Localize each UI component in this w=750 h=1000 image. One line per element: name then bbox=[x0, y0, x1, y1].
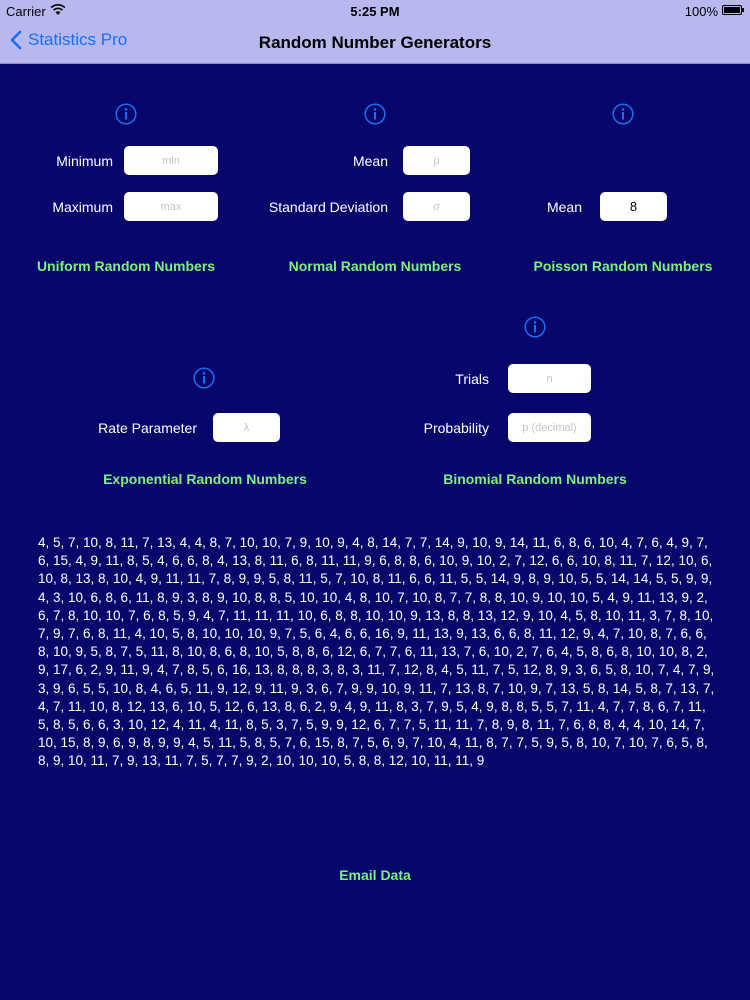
standard-deviation-label: Standard Deviation bbox=[268, 199, 388, 215]
uniform-maximum-input[interactable] bbox=[124, 192, 218, 221]
uniform-minimum-label: Minimum bbox=[56, 153, 113, 169]
normal-random-numbers-button[interactable]: Normal Random Numbers bbox=[288, 258, 462, 274]
uniform-random-numbers-button[interactable]: Uniform Random Numbers bbox=[36, 258, 216, 274]
carrier-label: Carrier bbox=[6, 4, 46, 19]
poisson-random-numbers-button[interactable]: Poisson Random Numbers bbox=[533, 258, 713, 274]
standard-deviation-input[interactable] bbox=[403, 192, 470, 221]
poisson-mean-label: Mean bbox=[546, 199, 582, 215]
normal-mean-label: Mean bbox=[352, 153, 388, 169]
random-numbers-output: 4, 5, 7, 10, 8, 11, 7, 13, 4, 4, 8, 7, 10, 10, 7, 9, 10, 9, 4, 8, 14, 7, 7, 14, 9, 10, 9, 14, 11, 6, 8, 6, 10, 4, 7, 6, 4, 9, 7, 6, 15, 4, 9, 11, 8, 5, 4, 6, 6, 8, 4, 13, 8, 11, 6, 8, 11, 11, 9, 6, 8, 8, 6, 10, 9, 10, 2, 7, 12, 6, 6, 10, 8, 11, 7, 12, 10, 6, 10, 8, 13, 8, 10, 4, 9, 11, 11, 7, 8, 9, 9, 5, 8, 11, 5, 7, 10, 8, 11, 6, 6, 11, 5, 5, 14, 9, 8, 9, 10, 5, 5, 14, 14, 5, 5, 9, 9, 4, 3, 10, 6, 8, 6, 11, 8, 9, 3, 8, 9, 10, 8, 8, 5, 10, 10, 4, 8, 10, 7, 10, 8, 7, 7, 8, 8, 10, 9, 10, 10, 5, 4, 9, 11, 13, 9, 2, 6, 7, 8, 10, 10, 7, 6, 8, 5, 9, 4, 7, 11, 11, 11, 10, 6, 8, 8, 10, 10, 9, 13, 8, 8, 13, 12, 9, 10, 4, 5, 8, 10, 11, 3, 7, 8, 10, 7, 9, 7, 6, 8, 11, 4, 10, 5, 8, 10, 10, 10, 9, 7, 5, 6, 4, 6, 6, 16, 9, 11, 13, 9, 13, 6, 6, 8, 11, 12, 9, 4, 7, 10, 8, 7, 6, 6, 8, 10, 9, 5, 8, 7, 5, 11, 8, 10, 8, 6, 8, 10, 5, 8, 8, 6, 12, 6, 7, 7, 6, 11, 13, 7, 6, 10, 2, 7, 6, 4, 5, 8, 6, 8, 10, 10, 8, 2, 9, 17, 6, 2, 9, 11, 9, 4, 7, 8, 5, 6, 16, 13, 8, 8, 8, 3, 8, 3, 11, 7, 12, 8, 4, 5, 11, 7, 5, 12, 8, 9, 3, 6, 5, 8, 10, 7, 4, 7, 9, 3, 9, 6, 5, 5, 10, 8, 4, 6, 5, 11, 9, 12, 9, 11, 9, 3, 6, 7, 9, 9, 10, 9, 11, 7, 13, 8, 7, 10, 9, 7, 13, 5, 8, 14, 5, 8, 7, 13, 7, 4, 7, 11, 10, 8, 12, 13, 6, 10, 5, 12, 6, 13, 8, 6, 2, 9, 4, 9, 11, 8, 3, 7, 9, 5, 4, 9, 8, 8, 5, 5, 7, 11, 4, 7, 7, 8, 6, 7, 11, 5, 8, 5, 6, 6, 3, 10, 12, 4, 11, 4, 11, 8, 5, 3, 7, 5, 9, 9, 12, 6, 7, 7, 5, 11, 11, 7, 8, 9, 8, 11, 7, 6, 8, 8, 4, 4, 10, 14, 7, 10, 15, 8, 9, 6, 9, 8, 9, 9, 4, 5, 11, 5, 8, 5, 7, 6, 15, 8, 7, 5, 6, 9, 7, 10, 4, 11, 8, 7, 7, 5, 9, 5, 8, 10, 7, 10, 7, 6, 5, 8, 8, 9, 10, 11, 7, 9, 13, 11, 7, 5, 7, 7, 9, 2, 10, 10, 10, 5, 8, 8, 12, 10, 11, 11, 9 bbox=[38, 535, 715, 769]
back-label: Statistics Pro bbox=[28, 30, 128, 49]
exponential-random-numbers-button[interactable]: Exponential Random Numbers bbox=[103, 471, 307, 487]
trials-label: Trials bbox=[455, 371, 489, 387]
uniform-minimum-input[interactable] bbox=[124, 146, 218, 175]
navigation-bar bbox=[0, 22, 750, 64]
battery-icon bbox=[722, 5, 742, 15]
status-bar bbox=[0, 0, 750, 22]
normal-info-icon[interactable] bbox=[364, 103, 386, 125]
exponential-info-icon[interactable] bbox=[193, 367, 215, 389]
email-data-button[interactable]: Email Data bbox=[339, 867, 411, 883]
battery-percent: 100% bbox=[684, 4, 718, 19]
probability-input[interactable] bbox=[508, 413, 591, 442]
binomial-random-numbers-button[interactable]: Binomial Random Numbers bbox=[443, 471, 627, 487]
poisson-mean-input[interactable] bbox=[600, 192, 667, 221]
rate-parameter-label: Rate Parameter bbox=[98, 420, 197, 436]
probability-label: Probability bbox=[423, 420, 489, 436]
uniform-info-icon[interactable] bbox=[115, 103, 137, 125]
uniform-maximum-label: Maximum bbox=[52, 199, 113, 215]
binomial-info-icon[interactable] bbox=[524, 316, 546, 338]
rate-parameter-input[interactable] bbox=[213, 413, 280, 442]
page-title: Random Number Generators bbox=[258, 33, 492, 52]
trials-input[interactable] bbox=[508, 364, 591, 393]
poisson-info-icon[interactable] bbox=[612, 103, 634, 125]
normal-mean-input[interactable] bbox=[403, 146, 470, 175]
clock: 5:25 PM bbox=[350, 4, 400, 19]
